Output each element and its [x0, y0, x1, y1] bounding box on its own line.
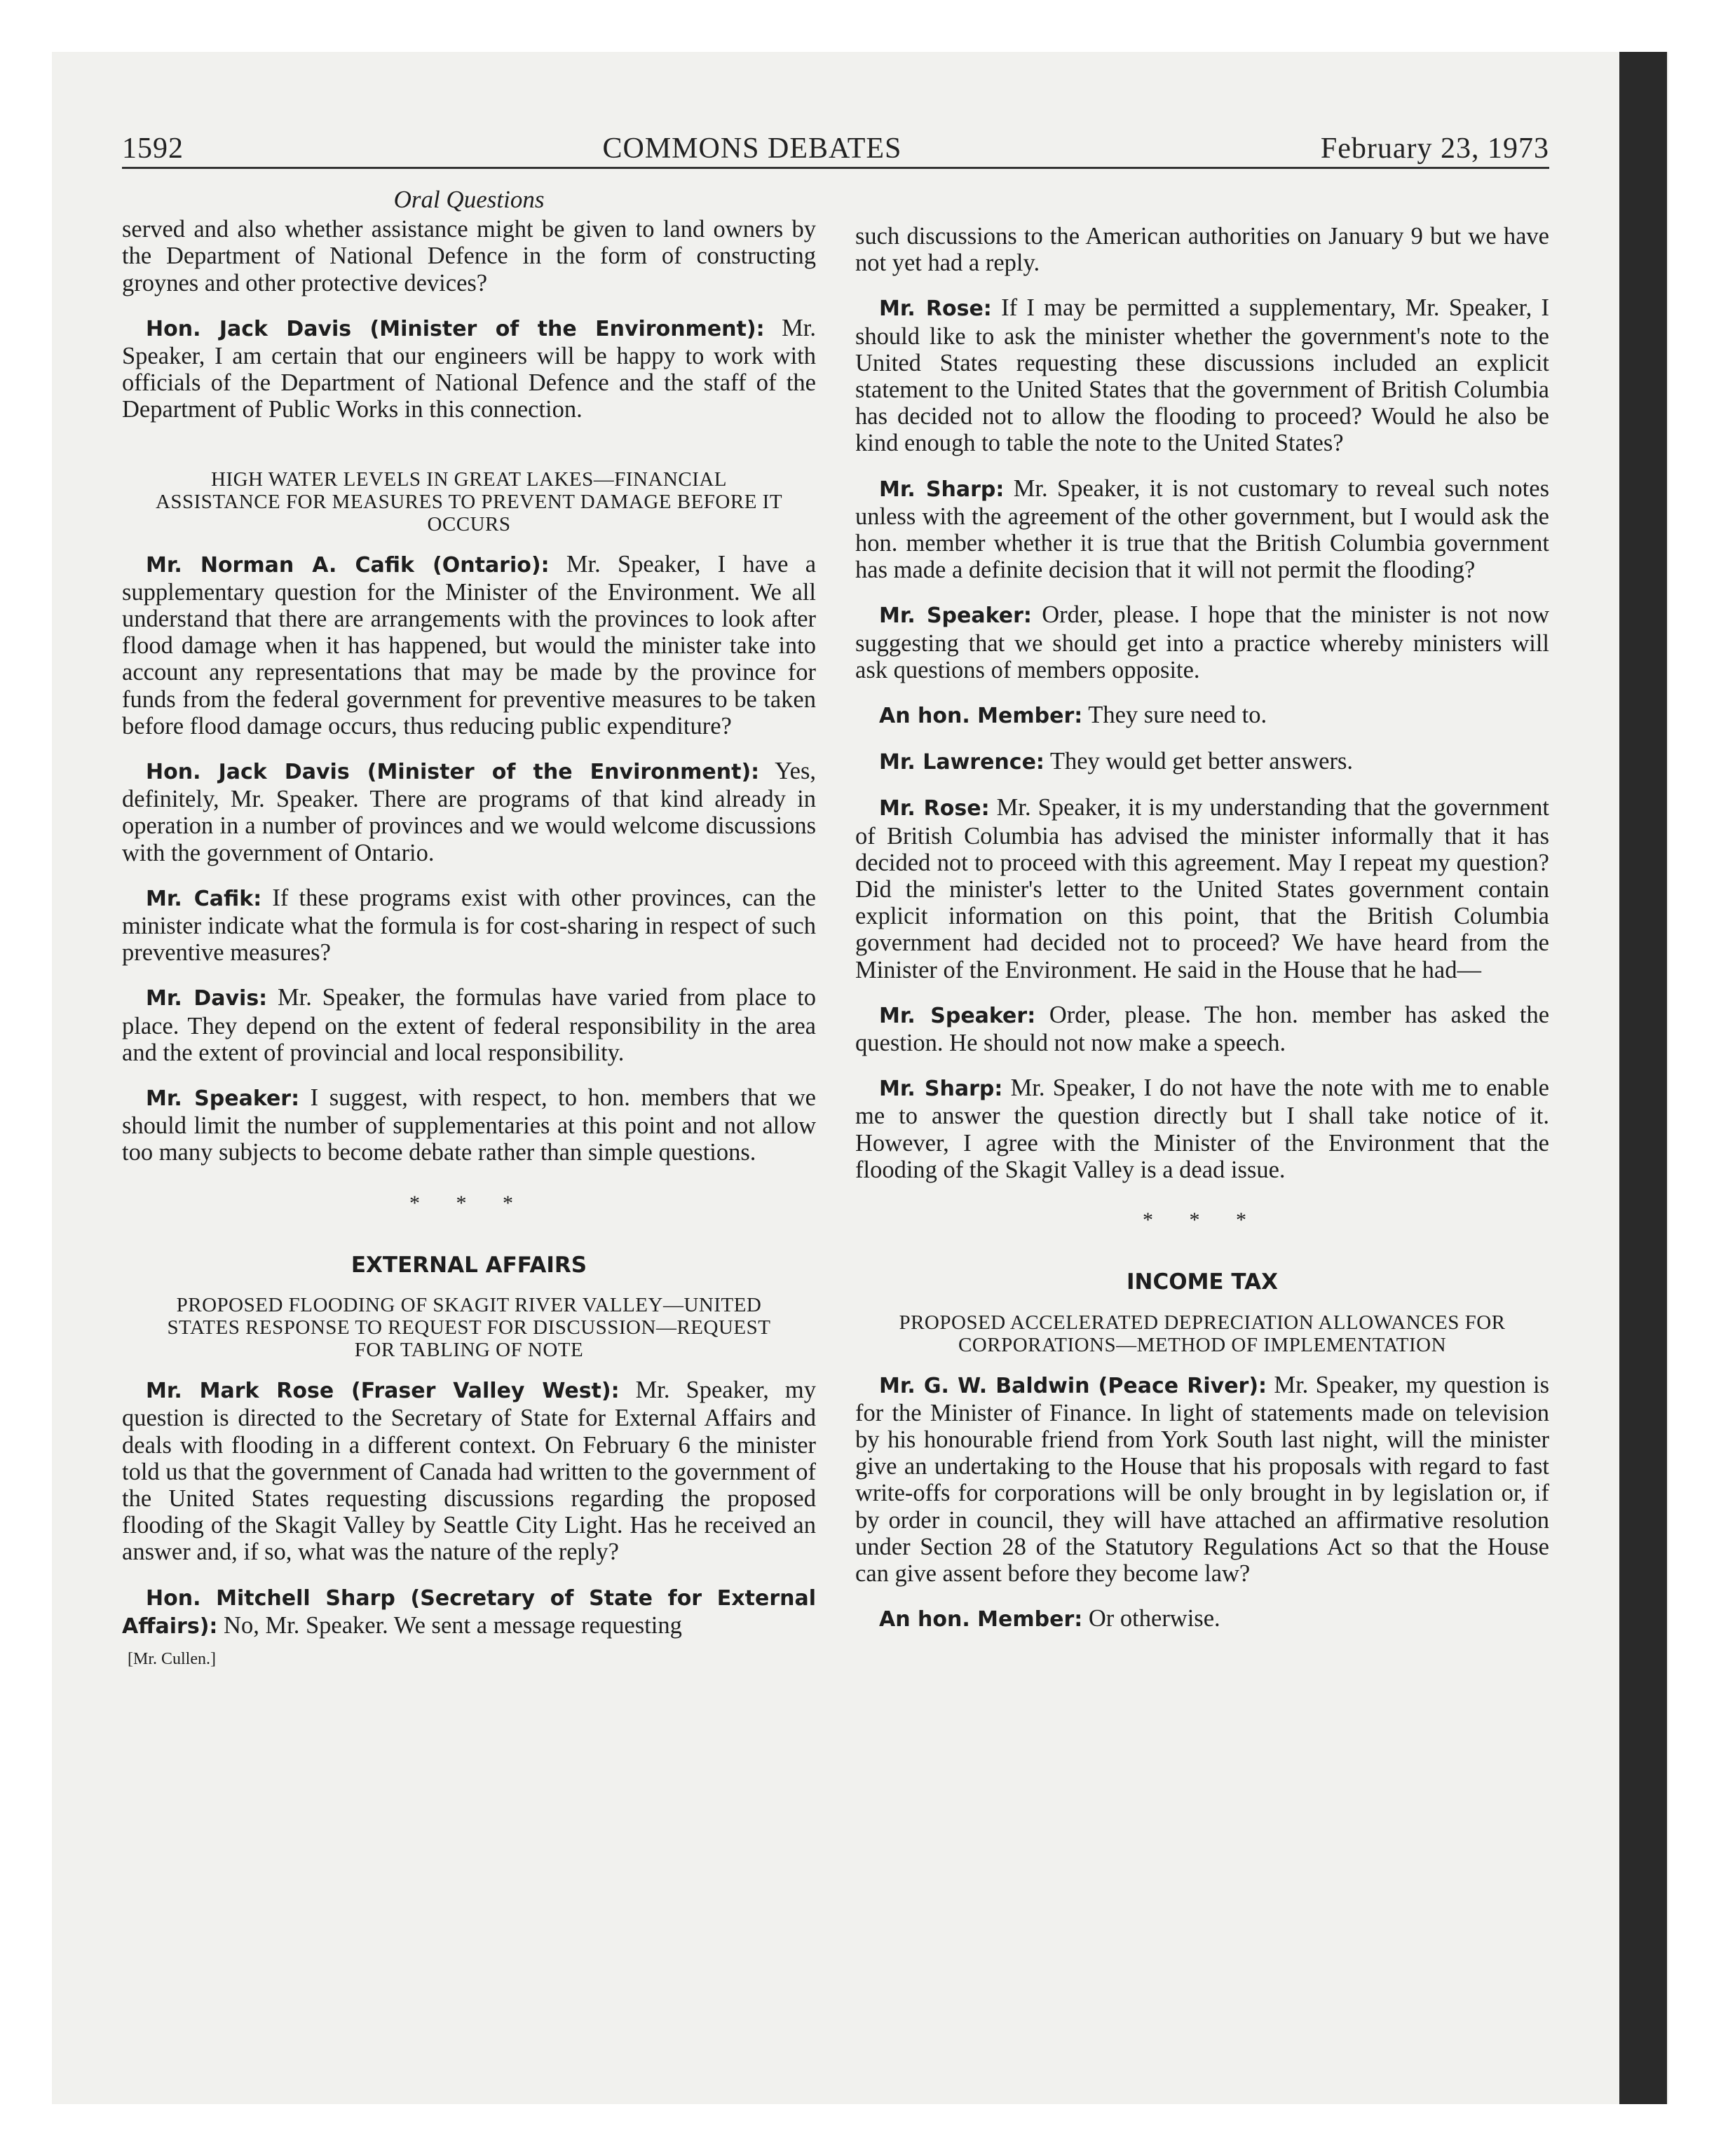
page-date: February 23, 1973	[1320, 132, 1549, 165]
speech-text: Mr. Speaker, my question is for the Minister of Finance. In light of statements made on television by his honourable friend from York South last night, will the minister give an undertaking to the House that his proposals with regard to fast write-offs for corporations will be only brought in by legislation or, if by order in council, they will have attached an affirmative resolution under Section 28 of the Statutory Regulations Act so that the House can give assent before they become law?	[855, 1371, 1550, 1587]
speaker-name: Mr. Mark Rose (Fraser Valley West):	[146, 1379, 620, 1404]
paragraph	[122, 315, 816, 423]
speaker-name: Mr. Rose:	[879, 796, 990, 821]
speaker-name: Mr. G. W. Baldwin (Peace River):	[879, 1373, 1267, 1398]
speech-text: I suggest, with respect, to hon. members that we should limit the number of supplementaries at this point and not allow too many subjects to become debate rather than simple questions.	[122, 1084, 816, 1166]
paragraph: such discussions to the American authorities on January 9 but we have not yet had a reply.	[855, 223, 1549, 277]
speech-text: They would get better answers.	[1044, 748, 1353, 775]
speech-text: If these programs exist with other provinces, can the minister indicate what the formula is for cost-sharing in respect of such preventive measures?	[122, 884, 816, 967]
paragraph	[122, 551, 816, 739]
speaker-name: Mr. Davis:	[146, 986, 268, 1011]
section-separator: * * *	[409, 1191, 529, 1215]
speaker-name: Mr. Rose:	[879, 296, 992, 322]
header-rule	[122, 167, 1549, 169]
subject-heading: PROPOSED FLOODING OF SKAGIT RIVER VALLEY—UNITED STATES RESPONSE TO REQUEST FOR DISCUSSION—REQUEST FOR TABLING OF NOTE	[167, 1294, 771, 1362]
speaker-name: Mr. Speaker:	[879, 603, 1032, 629]
paragraph	[122, 885, 816, 967]
speech-text: Mr. Speaker, I have a supplementary question for the Minister of the Environment. We all understand that there are arrangements with the provinces to look after flood damage when it has happened, but would the minister take into account any representations that may be made by the province for funds from the federal government for preventive measures to be taken before flood damage occurs, thus reducing public expenditure?	[122, 550, 817, 739]
speaker-name: Mr. Speaker:	[146, 1086, 300, 1112]
paragraph	[122, 1584, 816, 1640]
speaker-name: Mr. Speaker:	[879, 1003, 1036, 1028]
paragraph	[122, 1377, 816, 1565]
subject-heading: PROPOSED ACCELERATED DEPRECIATION ALLOWANCES FOR CORPORATIONS—METHOD OF IMPLEMENTATION	[899, 1311, 1506, 1356]
running-head: Oral Questions	[393, 186, 545, 213]
speech-text: If I may be permitted a supplementary, Mr. Speaker, I should like to ask the minister whether the government's note to the United States requesting these discussions included an explicit statement to the United States that the government of British Columbia has decided not to allow the flooding to proceed? Would he also be kind enough to table the note to the United States?	[855, 294, 1550, 457]
left-column	[122, 181, 816, 1672]
speaker-name: An hon. Member:	[879, 1607, 1083, 1632]
speech-text: Mr. Speaker, it is my understanding that the government of British Columbia has advised the minister informally that it has decided not to proceed with this agreement. May I repeat my question? Did the minister's letter to the United States government contain explicit information on this point, that the British Columbia government had decided not to proceed? We have heard from the Minister of the Environment. He said in the House that he had—	[855, 794, 1550, 983]
paragraph	[855, 794, 1549, 983]
paragraph	[122, 758, 816, 866]
section-separator: * * *	[1143, 1208, 1262, 1232]
paragraph	[855, 1074, 1549, 1183]
speech-text: Yes, definitely, Mr. Speaker. There are programs of that kind already in operation in a number of provinces and we would welcome discussions with the government of Ontario.	[122, 758, 816, 866]
paragraph: served and also whether assistance might be given to land owners by the Department of National Defence in the form of constructing groynes and other protective devices?	[122, 216, 816, 296]
scanner-edge	[1619, 52, 1667, 2104]
section-title: EXTERNAL AFFAIRS	[351, 1252, 587, 1278]
page-header	[122, 132, 1549, 165]
page-footer: [Mr. Cullen.]	[128, 1649, 216, 1668]
paragraph	[855, 601, 1549, 683]
paragraph	[855, 748, 1549, 776]
speech-text: Mr. Speaker, my question is directed to the Secretary of State for External Affairs and deals with flooding in a different context. On February 6 the minister told us that the government of Canada had written to the government of the United States requesting discussions regarding the proposed flooding of the Skagit Valley by Seattle City Light. Has he received an answer and, if so, what was the nature of the reply?	[122, 1377, 816, 1566]
speaker-name: Mr. Cafik:	[146, 886, 262, 911]
speech-text: Mr. Speaker, I do not have the note with me to enable me to answer the question directly but I shall take notice of it. However, I agree with the Minister of the Environment that the flooding of the Skagit Valley is a dead issue.	[855, 1074, 1549, 1183]
paragraph	[855, 1372, 1549, 1588]
speaker-name: Mr. Sharp:	[879, 1077, 1003, 1102]
speech-text: Or otherwise.	[1082, 1605, 1220, 1632]
speech-text: Mr. Speaker, it is not customary to reveal such notes unless with the agreement of the other government, but I would ask the hon. member whether it is true that the British Columbia government has made a definite decision that it will not permit the flooding?	[855, 475, 1549, 584]
paragraph	[855, 1605, 1549, 1633]
speaker-name: Mr. Sharp:	[879, 477, 1005, 502]
speech-text: No, Mr. Speaker. We sent a message requesting	[217, 1611, 682, 1639]
journal-title: COMMONS DEBATES	[602, 132, 902, 165]
speaker-name: Hon. Jack Davis (Minister of the Environment):	[146, 760, 760, 785]
paragraph	[855, 294, 1549, 456]
speech-text: Mr. Speaker, I am certain that our engineers will be happy to work with officials of the Department of National Defence and the staff of the Department of Public Works in this connection.	[122, 314, 816, 423]
speaker-name: Mr. Norman A. Cafik (Ontario):	[146, 552, 550, 578]
speech-text: Order, please. The hon. member has asked the question. He should not now make a speech.	[855, 1001, 1550, 1057]
subject-heading: HIGH WATER LEVELS IN GREAT LAKES—FINANCIAL ASSISTANCE FOR MEASURES TO PREVENT DAMAGE BEFORE IT OCCURS	[155, 468, 783, 535]
paragraph	[855, 475, 1549, 584]
paragraph	[122, 984, 816, 1066]
right-column	[855, 223, 1549, 1651]
paragraph	[855, 702, 1549, 730]
paragraph	[855, 1002, 1549, 1056]
speaker-name: An hon. Member:	[879, 704, 1083, 729]
speaker-name: Hon. Mitchell Sharp (Secretary of State for External Affairs):	[122, 1585, 816, 1639]
speech-text: They sure need to.	[1082, 702, 1267, 729]
speech-text: Mr. Speaker, the formulas have varied from place to place. They depend on the extent of federal responsibility in the area and the extent of provincial and local responsibility.	[122, 984, 816, 1066]
section-title: INCOME TAX	[1126, 1269, 1279, 1295]
speaker-name: Hon. Jack Davis (Minister of the Environment):	[146, 316, 765, 341]
paragraph	[122, 1084, 816, 1166]
speaker-name: Mr. Lawrence:	[879, 750, 1045, 775]
speech-text: Order, please. I hope that the minister is not now suggesting that we should get into a practice whereby ministers will ask questions of members opposite.	[855, 601, 1549, 683]
page-number: 1592	[122, 132, 184, 165]
